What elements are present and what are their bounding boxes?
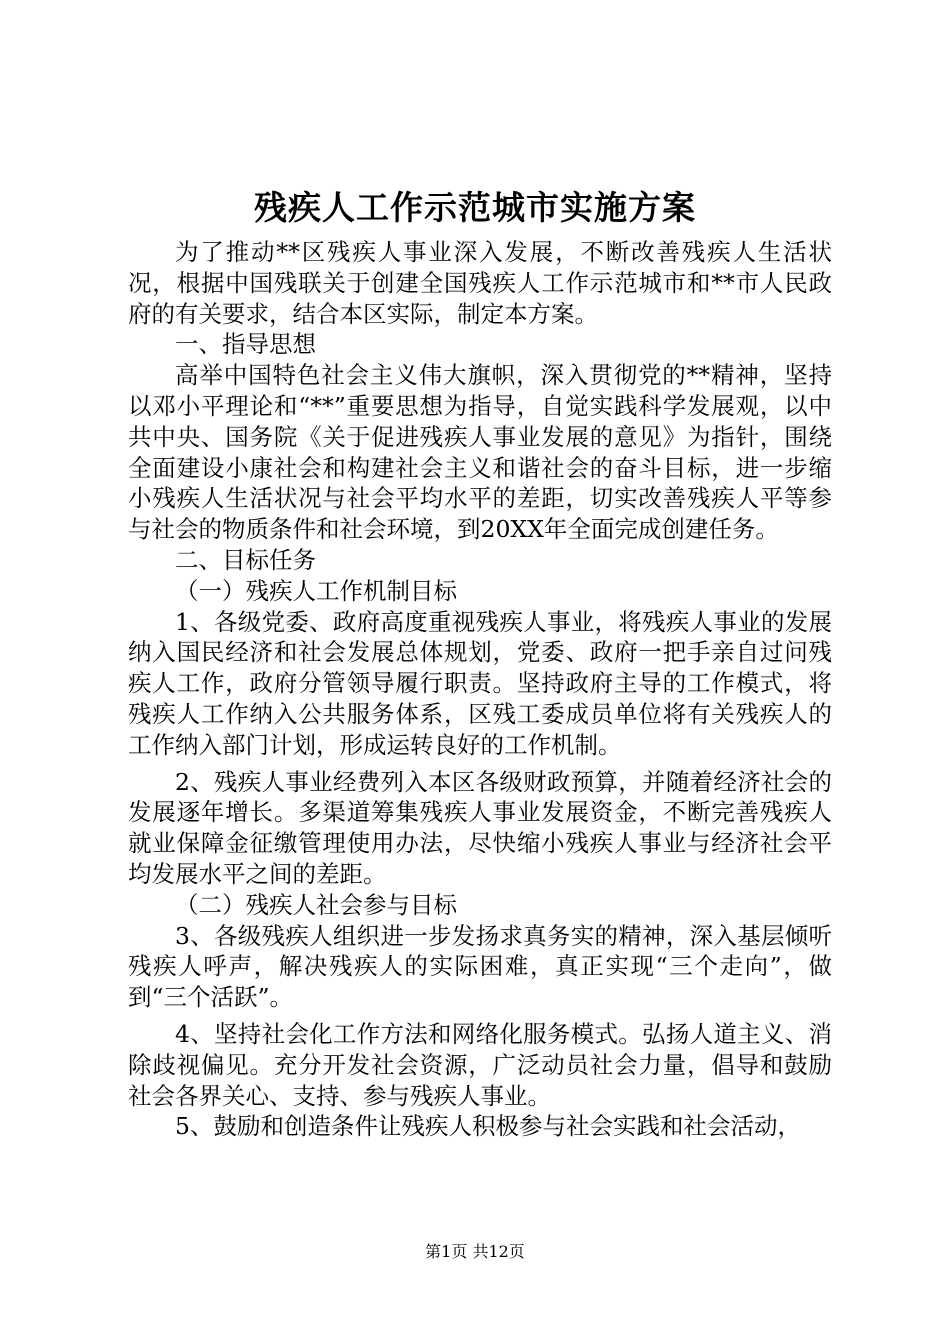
item-paragraph-5: 5、鼓励和创造条件让残疾人积极参与社会实践和社会活动， <box>175 1112 801 1141</box>
guiding-ideology-paragraph: 高举中国特色社会主义伟大旗帜，深入贯彻党的**精神，坚持以邓小平理论和“**”重要思想为指导，自觉实践科学发展观，以中共中央、国务院《关于促进残疾人事业发展的意见》为指针，围绕全面建设小康社会和构建社会主义和谐社会的奋斗目标，进一步缩小残疾人生活状况与社会平均水平的差距，切实改善残疾人平等参与社会的物质条件和社会环境，到20XX年全面完成创建任务。 <box>128 361 832 544</box>
subsection-heading-social-participation: （二）残疾人社会参与目标 <box>175 890 457 919</box>
document-body <box>128 237 832 1142</box>
section-heading-goals-tasks: 二、目标任务 <box>175 545 316 574</box>
document-title: 残疾人工作示范城市实施方案 <box>254 188 696 227</box>
item-paragraph-4: 4、坚持社会化工作方法和网络化服务模式。弘扬人道主义、消除歧视偏见。充分开发社会资源，广泛动员社会力量，倡导和鼓励社会各界关心、支持、参与残疾人事业。 <box>128 1019 832 1110</box>
intro-paragraph: 为了推动**区残疾人事业深入发展，不断改善残疾人生活状况，根据中国残联关于创建全国残疾人工作示范城市和**市人民政府的有关要求，结合本区实际，制定本方案。 <box>128 238 832 328</box>
item-paragraph-2: 2、残疾人事业经费列入本区各级财政预算，并随着经济社会的发展逐年增长。多渠道筹集残疾人事业发展资金，不断完善残疾人就业保障金征缴管理使用办法，尽快缩小残疾人事业与经济社会平均发展水平之间的差距。 <box>128 767 832 888</box>
subsection-heading-work-mechanism: （一）残疾人工作机制目标 <box>175 576 457 605</box>
section-heading-guiding-ideology: 一、指导思想 <box>175 330 316 359</box>
page-footer: 第1页 共12页 <box>425 1242 525 1261</box>
item-paragraph-1: 1、各级党委、政府高度重视残疾人事业，将残疾人事业的发展纳入国民经济和社会发展总体规划，党委、政府一把手亲自过问残疾人工作，政府分管领导履行职责。坚持政府主导的工作模式，将残疾人工作纳入公共服务体系，区残工委成员单位将有关残疾人的工作纳入部门计划，形成运转良好的工作机制。 <box>128 607 832 759</box>
item-paragraph-3: 3、各级残疾人组织进一步发扬求真务实的精神，深入基层倾听残疾人呼声，解决残疾人的实际困难，真正实现“三个走向”，做到“三个活跃”。 <box>128 921 832 1012</box>
